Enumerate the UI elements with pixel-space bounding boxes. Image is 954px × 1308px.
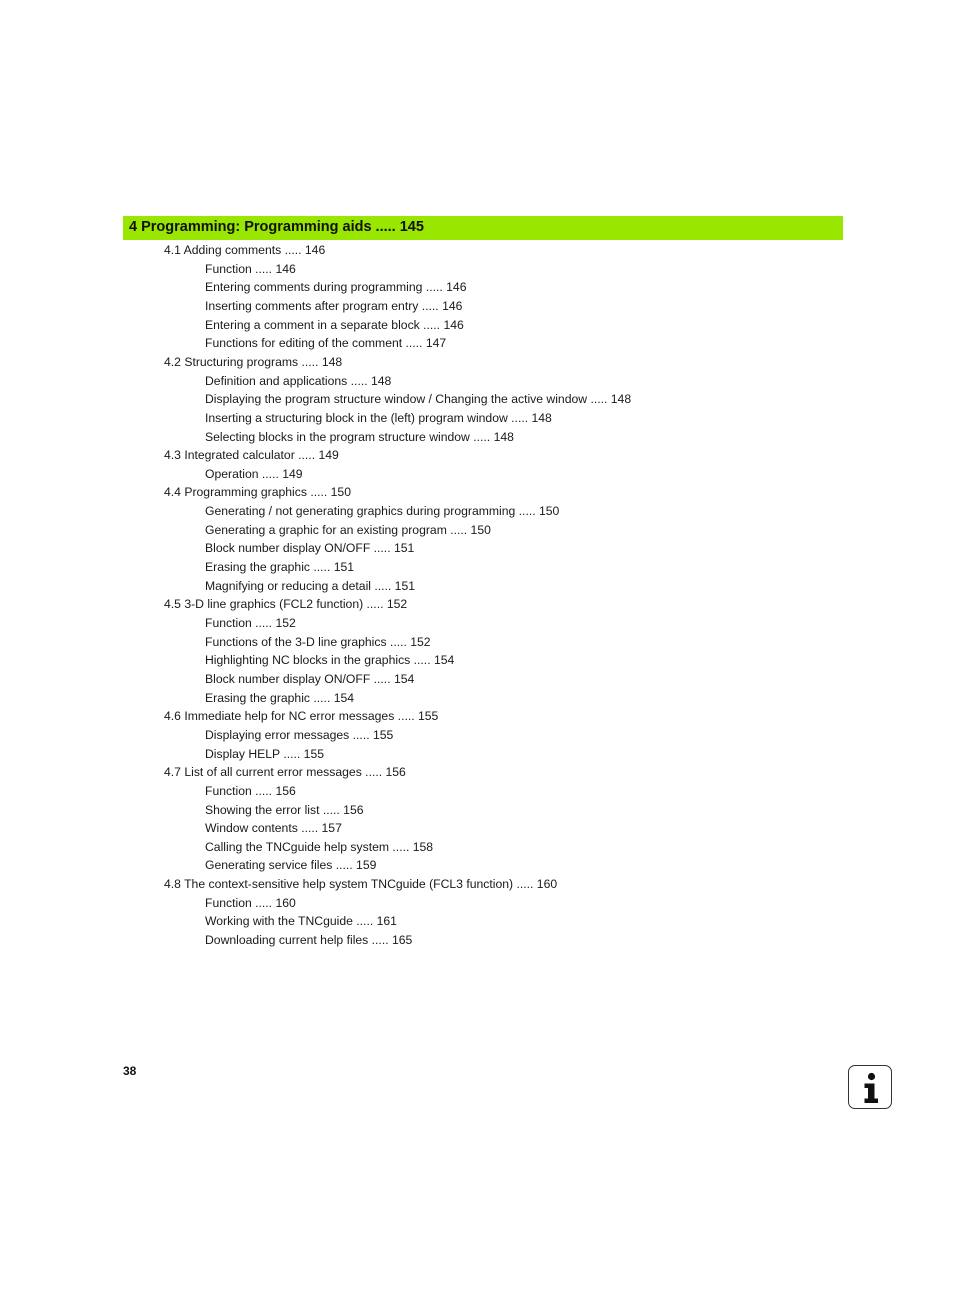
toc-subsection-entry: Inserting comments after program entry ..... 146 [205,298,463,313]
toc-subsection-entry: Functions for editing of the comment ..... 147 [205,336,447,351]
toc-subsection-entry: Functions of the 3-D line graphics ..... 152 [205,634,431,649]
chapter-header-bar [123,216,843,240]
toc-subsection-entry: Entering a comment in a separate block ..... 146 [205,317,464,332]
toc-section-entry: 4.1 Adding comments ..... 146 [164,243,326,257]
toc-section-entry: 4.8 The context-sensitive help system TNCguide (FCL3 function) ..... 160 [164,877,558,892]
toc-subsection-entry: Function ..... 160 [205,895,296,910]
toc-subsection-entry: Function ..... 146 [205,261,296,276]
toc-subsection-entry: Generating / not generating graphics during programming ..... 150 [205,504,560,519]
toc-subsection-entry: Block number display ON/OFF ..... 154 [205,671,415,686]
toc-subsection-entry: Calling the TNCguide help system ..... 158 [205,839,434,854]
toc-subsection-entry: Erasing the graphic ..... 151 [205,560,355,575]
toc-section-entry: 4.7 List of all current error messages ..... 156 [164,765,406,780]
toc-subsection-entry: Downloading current help files ..... 165 [205,933,413,948]
toc-subsection-entry: Function ..... 152 [205,616,296,630]
toc-subsection-entry: Magnifying or reducing a detail ..... 151 [205,578,416,593]
info-icon [848,1065,892,1109]
toc-subsection-entry: Display HELP ..... 155 [205,746,325,761]
toc-subsection-entry: Selecting blocks in the program structure window ..... 148 [205,429,514,444]
toc-section-entry: 4.2 Structuring programs ..... 148 [164,354,343,369]
toc-subsection-entry: Displaying error messages ..... 155 [205,727,394,742]
toc-subsection-entry: Window contents ..... 157 [205,821,342,836]
toc-subsection-entry: Block number display ON/OFF ..... 151 [205,541,415,556]
toc-subsection-entry: Entering comments during programming ..... 146 [205,280,467,295]
toc-subsection-entry: Function ..... 156 [205,783,296,798]
toc-subsection-entry: Displaying the program structure window / Changing the active window ..... 148 [205,392,632,407]
toc-subsection-entry: Showing the error list ..... 156 [205,802,364,817]
toc-subsection-entry: Working with the TNCguide ..... 161 [205,914,397,929]
toc-section-entry: 4.6 Immediate help for NC error messages ..... 155 [164,709,439,724]
toc-subsection-entry: Definition and applications ..... 148 [205,373,392,388]
toc-section-entry: 4.5 3-D line graphics (FCL2 function) ..... 152 [164,597,408,612]
toc-subsection-entry: Generating service files ..... 159 [205,858,377,873]
chapter-title: 4 Programming: Programming aids ..... 145 [129,219,424,235]
toc-subsection-entry: Erasing the graphic ..... 154 [205,690,355,705]
toc-subsection-entry: Highlighting NC blocks in the graphics ..... 154 [205,653,455,668]
page-number: 38 [123,1064,137,1078]
toc-subsection-entry: Operation ..... 149 [205,466,303,481]
toc-subsection-entry: Generating a graphic for an existing program ..... 150 [205,522,491,537]
toc-subsection-entry: Inserting a structuring block in the (left) program window ..... 148 [205,410,552,425]
toc-section-entry: 4.3 Integrated calculator ..... 149 [164,448,339,463]
toc-section-entry: 4.4 Programming graphics ..... 150 [164,485,351,500]
